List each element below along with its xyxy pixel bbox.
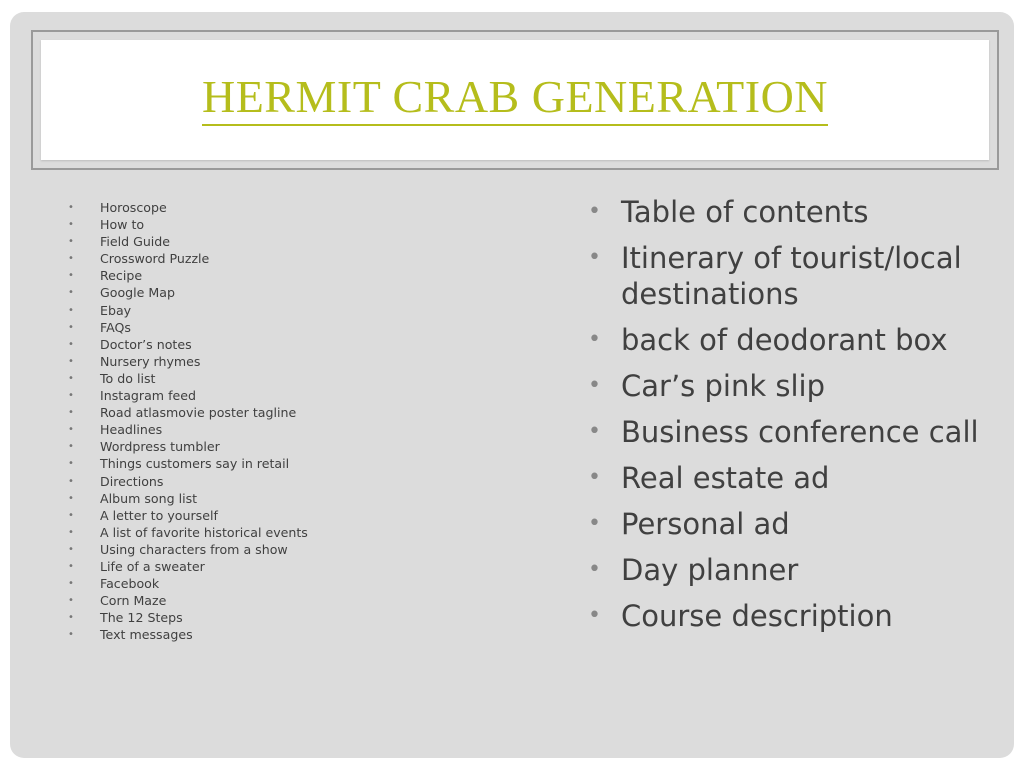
left-list-item	[60, 490, 480, 507]
left-list-item-text: Horoscope	[100, 200, 167, 215]
right-list-item-text: Personal ad	[621, 507, 790, 541]
left-list-item	[60, 507, 480, 524]
left-list-item	[60, 370, 480, 387]
left-list-item	[60, 233, 480, 250]
left-list-item-text: To do list	[100, 370, 156, 386]
left-list-item-text: Album song list	[100, 490, 198, 506]
left-list-item-text: Corn Maze	[100, 593, 167, 609]
bullet-icon: •	[68, 441, 74, 453]
bullet-icon: •	[68, 372, 74, 384]
bullet-icon: •	[68, 321, 74, 333]
right-list-item-text: Table of contents	[621, 195, 869, 229]
left-list-item	[60, 575, 480, 592]
left-list-item	[60, 592, 480, 609]
right-list-item-text: Car’s pink slip	[621, 369, 825, 403]
left-list-item	[60, 267, 480, 284]
bullet-icon: •	[68, 560, 74, 572]
left-list-item	[60, 438, 480, 455]
left-list-item	[60, 609, 480, 626]
bullet-icon: •	[68, 202, 74, 213]
bullet-icon: •	[68, 390, 74, 402]
bullet-icon: •	[588, 327, 601, 352]
left-list-item	[60, 284, 480, 301]
left-list-item-text: Using characters from a show	[100, 541, 288, 557]
right-list-item	[588, 368, 1014, 404]
left-list-item	[60, 336, 480, 353]
left-list-item-text: Ebay	[100, 302, 132, 318]
slide-title	[41, 70, 989, 123]
bullet-icon: •	[68, 629, 74, 641]
bullet-icon: •	[68, 407, 74, 419]
left-list-item	[60, 541, 480, 558]
bullet-icon: •	[68, 526, 74, 538]
left-list-item-text: FAQs	[100, 319, 131, 335]
slide	[10, 12, 1014, 758]
left-list-item	[60, 216, 480, 233]
bullet-icon: •	[68, 492, 74, 504]
bullet-icon: •	[588, 245, 601, 270]
bullet-icon: •	[588, 419, 601, 444]
bullet-icon: •	[588, 465, 601, 490]
bullet-icon: •	[68, 355, 74, 367]
bullet-icon: •	[68, 338, 74, 350]
bullet-icon: •	[68, 612, 74, 624]
left-list-item	[60, 558, 480, 575]
right-list-item	[588, 598, 1014, 634]
left-list-item	[60, 524, 480, 541]
left-list-item-text: Headlines	[100, 422, 163, 438]
left-list-item-text: Instagram feed	[100, 388, 196, 404]
left-list-item	[60, 626, 480, 643]
left-list-item-text: Google Map	[100, 285, 175, 301]
left-list-item	[60, 421, 480, 438]
left-list-item-text: A letter to yourself	[100, 507, 218, 523]
right-list-item	[588, 552, 1014, 588]
left-list-item-text: Facebook	[100, 576, 160, 592]
left-list-item	[60, 353, 480, 370]
left-list-item-text: Recipe	[100, 268, 143, 284]
title-box	[41, 40, 989, 160]
bullet-icon: •	[68, 287, 74, 299]
bullet-icon: •	[68, 219, 74, 231]
left-bullet-list	[60, 199, 480, 643]
bullet-icon: •	[68, 424, 74, 436]
right-list-item-text: Course description	[621, 599, 893, 633]
bullet-icon: •	[68, 543, 74, 555]
left-list-item	[60, 199, 480, 216]
bullet-icon: •	[68, 595, 74, 607]
left-list-item	[60, 404, 480, 421]
left-list-item	[60, 387, 480, 404]
left-list-item	[60, 302, 480, 319]
right-list-item-text: back of deodorant box	[621, 323, 948, 357]
bullet-icon: •	[68, 253, 74, 265]
right-list-item	[588, 322, 1014, 358]
left-list-item	[60, 473, 480, 490]
left-list-item-text: The 12 Steps	[100, 610, 183, 626]
right-list-item-text: Business conference call	[621, 415, 979, 449]
left-list-item	[60, 319, 480, 336]
left-list-item-text: Doctor’s notes	[100, 336, 192, 352]
left-list-item-text: How to	[100, 217, 145, 233]
right-list-item	[588, 414, 1014, 450]
left-list-item	[60, 250, 480, 267]
left-list-item-text: Text messages	[100, 627, 193, 643]
left-list-item-text: Road atlasmovie poster tagline	[100, 405, 297, 421]
right-list-item	[588, 506, 1014, 542]
bullet-icon: •	[68, 304, 74, 316]
right-list-item-text: Real estate ad	[621, 461, 830, 495]
left-list-item-text: A list of favorite historical events	[100, 524, 308, 540]
right-list-item	[588, 240, 1014, 312]
right-list-item-text: Day planner	[621, 553, 799, 587]
left-list-item-text: Life of a sweater	[100, 558, 205, 574]
left-list-item-text: Field Guide	[100, 234, 171, 250]
left-list-item-text: Directions	[100, 473, 164, 489]
left-list-item	[60, 455, 480, 472]
right-bullet-list	[588, 194, 1014, 644]
title-frame	[31, 30, 999, 170]
right-list-item	[588, 194, 1014, 230]
bullet-icon: •	[68, 458, 74, 470]
bullet-icon: •	[588, 557, 601, 582]
bullet-icon: •	[68, 509, 74, 521]
bullet-icon: •	[68, 236, 74, 248]
left-list-item-text: Crossword Puzzle	[100, 251, 210, 267]
bullet-icon: •	[588, 603, 601, 628]
bullet-icon: •	[588, 199, 601, 224]
bullet-icon: •	[588, 373, 601, 398]
bullet-icon: •	[588, 511, 601, 536]
right-list-item-text: Itinerary of tourist/local destinations	[621, 241, 962, 311]
left-list-item-text: Wordpress tumbler	[100, 439, 220, 455]
bullet-icon: •	[68, 475, 74, 487]
slide-title-text: HERMIT CRAB GENERATION	[202, 71, 828, 126]
left-list-item-text: Things customers say in retail	[100, 456, 290, 472]
right-list-item	[588, 460, 1014, 496]
left-list-item-text: Nursery rhymes	[100, 353, 201, 369]
bullet-icon: •	[68, 270, 74, 282]
bullet-icon: •	[68, 578, 74, 590]
